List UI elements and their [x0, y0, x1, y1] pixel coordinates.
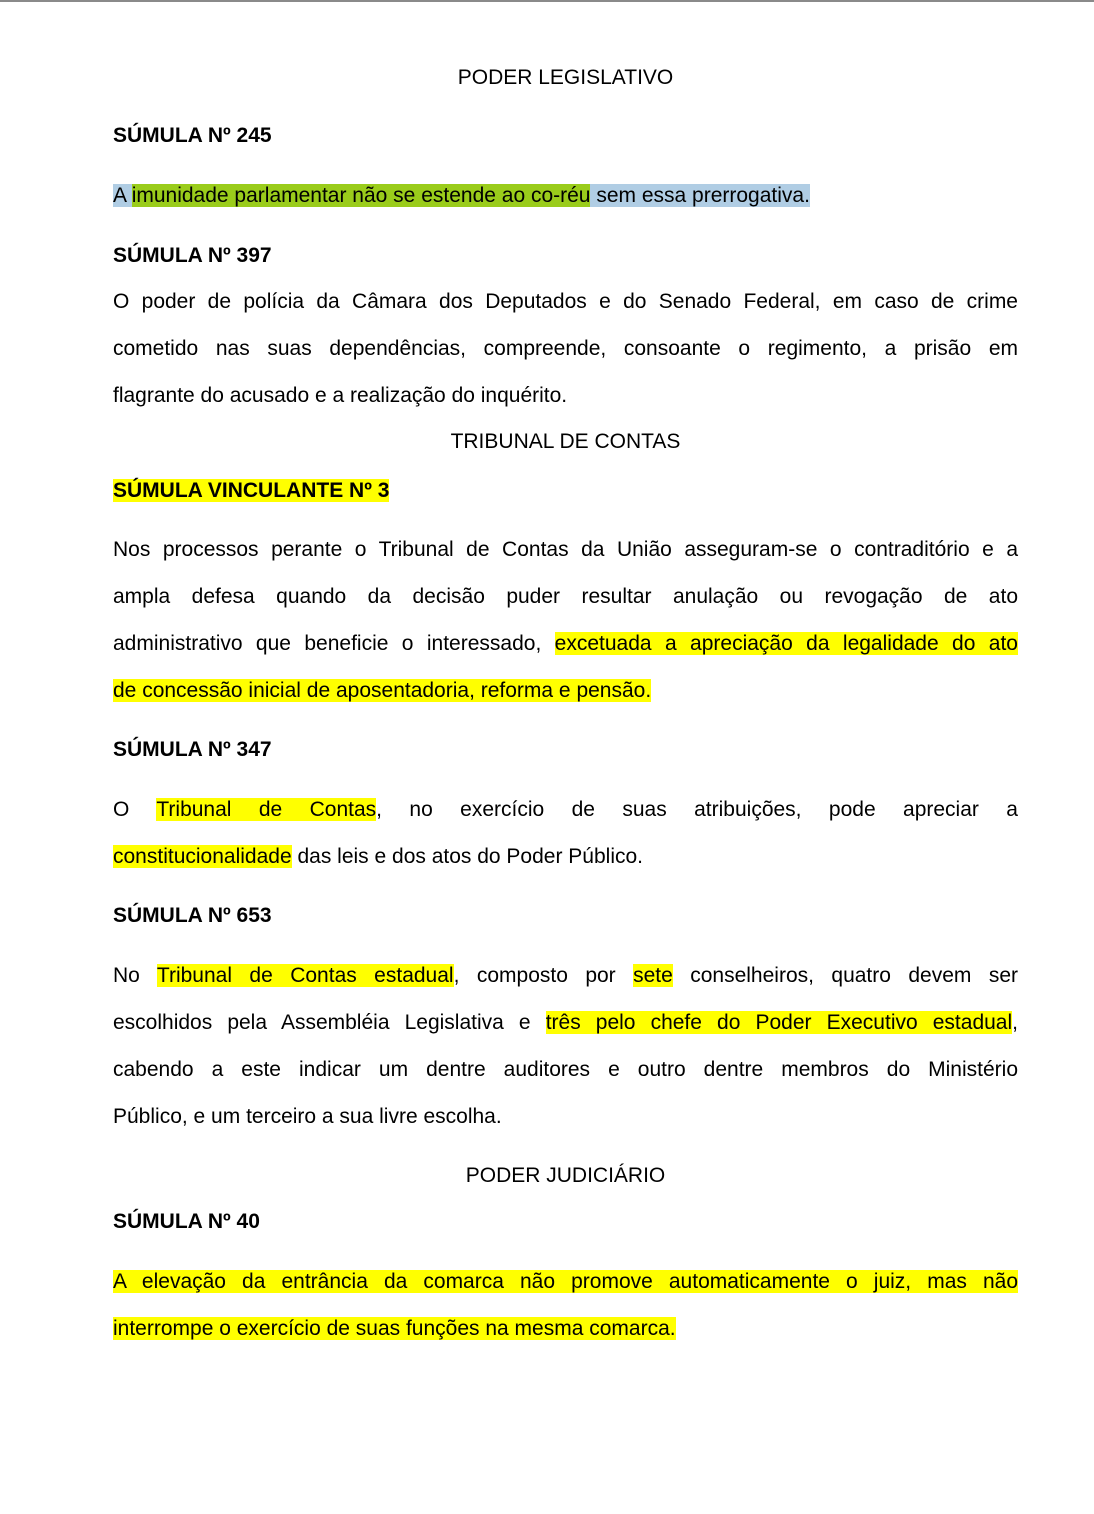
highlight-blue: A — [113, 184, 132, 207]
highlight-blue: sem essa prerrogativa. — [590, 184, 810, 207]
text-run: , — [1012, 1011, 1018, 1034]
highlight-yellow: interrompe o exercício de suas funções na mesma comarca. — [113, 1317, 676, 1340]
text-line: Nos processos perante o Tribunal de Contas da União asseguram-se o contraditório e a — [113, 538, 1018, 561]
text-run: O — [113, 798, 157, 821]
text-line — [113, 178, 1018, 225]
sumula-vinculante-3-heading — [113, 477, 389, 505]
sumula-245-text — [113, 178, 1018, 225]
highlight-yellow: Tribunal de Contas — [156, 798, 377, 821]
text-run: conselheiros, quatro devem ser — [672, 964, 1018, 987]
text-run: No — [113, 964, 157, 987]
sumula-40-text — [113, 1264, 1018, 1358]
highlight-yellow: sete — [633, 964, 673, 987]
text-run: das leis e dos atos do Poder Público. — [291, 845, 644, 868]
highlight-green: imunidade parlamentar não se estende ao co-réu — [131, 184, 591, 207]
highlight-yellow: Tribunal de Contas estadual — [156, 964, 454, 987]
text-line — [113, 839, 1018, 886]
sumula-40-heading: SÚMULA Nº 40 — [113, 1210, 260, 1233]
section-title-tribunal-de-contas: TRIBUNAL DE CONTAS — [450, 430, 681, 453]
highlight-yellow: de concessão inicial de aposentadoria, reforma e pensão. — [113, 679, 652, 702]
text-run: administrativo que beneficie o interessado, — [113, 632, 555, 655]
highlight-yellow: excetuada a apreciação da legalidade do ato — [554, 632, 1018, 655]
sumula-245-heading: SÚMULA Nº 245 — [113, 124, 272, 147]
text-line: cometido nas suas dependências, compreende, consoante o regimento, a prisão em — [113, 337, 1018, 360]
text-line — [113, 673, 1018, 720]
text-line: O poder de polícia da Câmara dos Deputados e do Senado Federal, em caso de crime — [113, 290, 1018, 313]
text-line: Público, e um terceiro a sua livre escolha. — [113, 1105, 502, 1128]
highlight-yellow: SÚMULA VINCULANTE Nº 3 — [113, 479, 390, 502]
text-run: , composto por — [453, 964, 634, 987]
text-run: escolhidos pela Assembléia Legislativa e — [113, 1011, 546, 1034]
sumula-397-heading: SÚMULA Nº 397 — [113, 244, 272, 267]
highlight-yellow: A elevação da entrância da comarca não promove automaticamente o juiz, mas não — [113, 1270, 1018, 1293]
sumula-347-text — [113, 792, 1018, 886]
text-line: flagrante do acusado e a realização do inquérito. — [113, 384, 568, 407]
text-line: cabendo a este indicar um dentre auditores e outro dentre membros do Ministério — [113, 1058, 1018, 1081]
highlight-yellow: constitucionalidade — [113, 845, 292, 868]
highlight-yellow: três pelo chefe do Poder Executivo estadual — [545, 1011, 1013, 1034]
section-title-poder-legislativo: PODER LEGISLATIVO — [457, 66, 674, 89]
sumula-347-heading: SÚMULA Nº 347 — [113, 738, 272, 761]
sumula-653-text — [113, 958, 1018, 1146]
text-line — [113, 1005, 1018, 1052]
sumula-653-heading: SÚMULA Nº 653 — [113, 904, 272, 927]
sumula-vinculante-3-text — [113, 532, 1018, 720]
text-run: , no exercício de suas atribuições, pode apreciar a — [376, 798, 1018, 821]
text-line: ampla defesa quando da decisão puder resultar anulação ou revogação de ato — [113, 585, 1018, 608]
text-line — [113, 626, 1018, 673]
text-line — [113, 1311, 1018, 1358]
text-line — [113, 958, 1018, 1005]
page-top-border — [0, 0, 1094, 2]
sumula-397-text — [113, 284, 1018, 425]
section-title-poder-judiciario: PODER JUDICIÁRIO — [465, 1164, 666, 1187]
text-line — [113, 792, 1018, 839]
text-line — [113, 1264, 1018, 1311]
